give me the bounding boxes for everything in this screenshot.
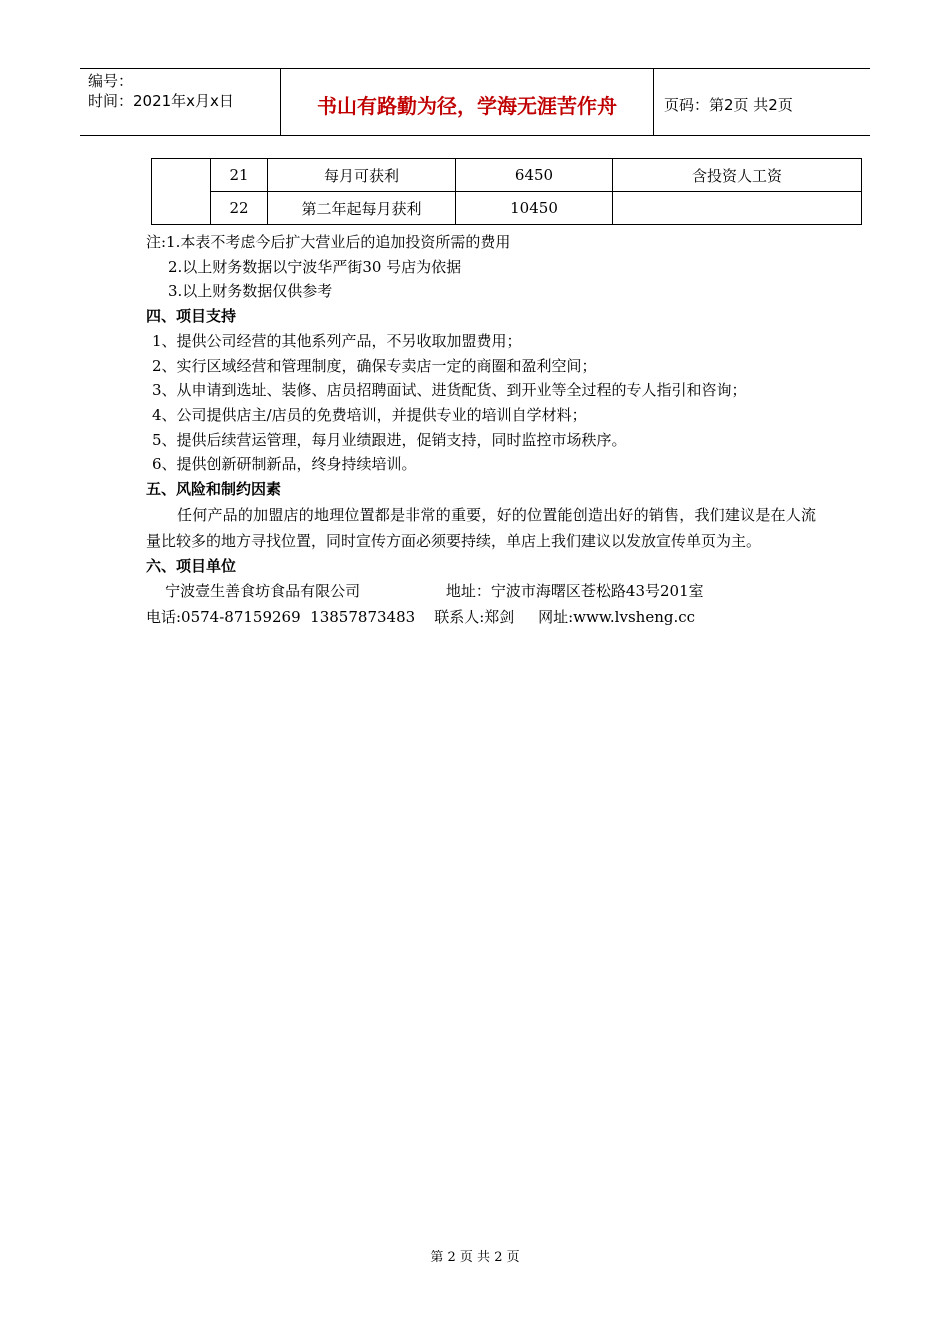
list-item: 5、提供后续营运管理，每月业绩跟进，促销支持，同时监控市场秩序。 (152, 430, 627, 449)
document-body (146, 230, 816, 630)
list-item: 6、提供创新研制新品，终身持续培训。 (152, 455, 417, 474)
table-row (152, 159, 862, 192)
page-footer: 第 2 页 共 2 页 (430, 1250, 520, 1265)
row-item: 每月可获利 (268, 159, 456, 192)
note-1: 注:1.本表不考虑今后扩大营业后的追加投资所需的费用 (146, 233, 511, 251)
row-note: 含投资人工资 (613, 159, 862, 192)
header-page-number: 页码：第2页 共2页 (664, 95, 793, 114)
header-motto: 书山有路勤为径，学海无涯苦作舟 (281, 69, 654, 135)
note-3: 3.以上财务数据仅供参考 (168, 282, 333, 301)
page-header (80, 68, 870, 136)
note-2: 2.以上财务数据以宁波华严街30 号店为依据 (168, 257, 462, 276)
list-item: 2、实行区域经营和管理制度，确保专卖店一定的商圈和盈利空间； (152, 356, 597, 375)
row-number: 22 (211, 192, 268, 225)
header-number: 编号： (88, 72, 134, 90)
row-note (613, 192, 862, 225)
table-row (152, 192, 862, 225)
section-4-title: 四、项目支持 (146, 307, 237, 326)
company-address-line: 宁波壹生善食坊食品有限公司 地址：宁波市海曙区苍松路43号201室 (146, 582, 704, 601)
contact-line: 电话:0574-87159269 13857873483 联系人:郑剑 网址:www.lvsheng.cc (146, 608, 696, 627)
finance-table (151, 158, 862, 225)
row-item: 第二年起每月获利 (268, 192, 456, 225)
header-meta (80, 69, 281, 135)
row-value: 6450 (456, 159, 613, 192)
header-time: 时间：2021年x月x日 (88, 92, 234, 110)
table-group-cell (152, 159, 211, 225)
list-item: 1、提供公司经营的其他系列产品，不另收取加盟费用； (152, 331, 522, 350)
section-5-title: 五、风险和制约因素 (146, 480, 282, 499)
section-5-paragraph: 任何产品的加盟店的地理位置都是非常的重要，好的位置能创造出好的销售，我们建议是在人流量比较多的地方寻找位置，同时宣传方面必须要持续，单店上我们建议以发放宣传单页为主。 (146, 505, 816, 550)
list-item: 3、从申请到选址、装修、店员招聘面试、进货配货、到开业等全过程的专人指引和咨询； (152, 381, 747, 400)
section-6-title: 六、项目单位 (146, 556, 237, 575)
row-number: 21 (211, 159, 268, 192)
list-item: 4、公司提供店主/店员的免费培训，并提供专业的培训自学材料； (152, 405, 587, 424)
row-value: 10450 (456, 192, 613, 225)
